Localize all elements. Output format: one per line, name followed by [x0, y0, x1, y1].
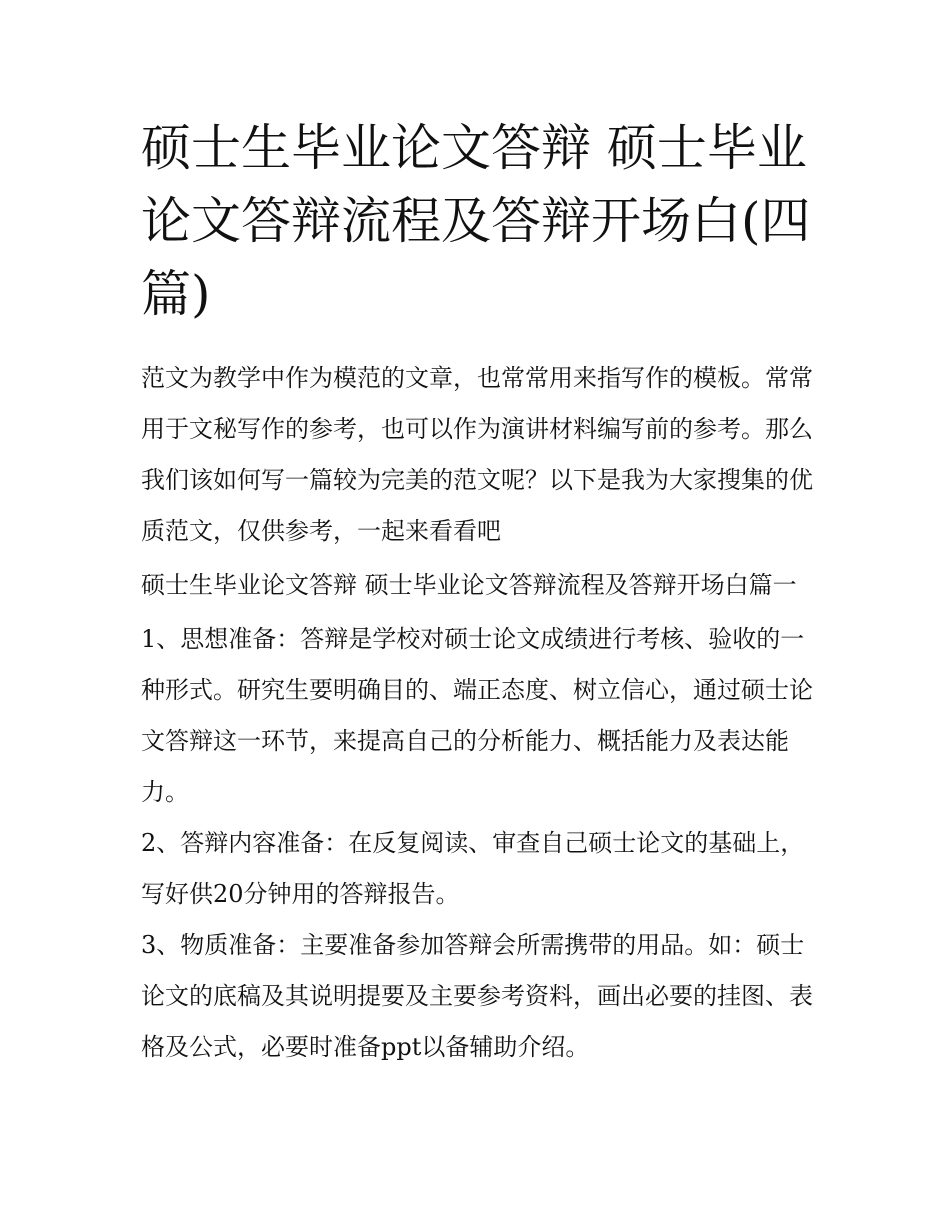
document-page [141, 112, 813, 1073]
intro-paragraph: 范文为教学中作为模范的文章，也常常用来指写作的模板。常常用于文秘写作的参考，也可以作为演讲材料编写前的参考。那么我们该如何写一篇较为完美的范文呢？以下是我为大家搜集的优质范文，仅供参考，一起来看看吧 [141, 364, 813, 545]
paragraph-1: 1、思想准备：答辩是学校对硕士论文成绩进行考核、验收的一种形式。研究生要明确目的、端正态度、树立信心，通过硕士论文答辩这一环节，来提高自己的分析能力、概括能力及表达能力。 [141, 625, 813, 806]
section-heading: 硕士生毕业论文答辩 硕士毕业论文答辩流程及答辩开场白篇一 [141, 571, 797, 599]
document-title: 硕士生毕业论文答辩 硕士毕业论文答辩流程及答辩开场白(四篇) [141, 119, 811, 323]
paragraph-3: 3、物质准备：主要准备参加答辩会所需携带的用品。如：硕士论文的底稿及其说明提要及主要参考资料，画出必要的挂图、表格及公式，必要时准备ppt以备辅助介绍。 [141, 931, 813, 1061]
paragraph-2: 2、答辩内容准备：在反复阅读、审查自己硕士论文的基础上，写好供20分钟用的答辩报告。 [141, 829, 805, 908]
